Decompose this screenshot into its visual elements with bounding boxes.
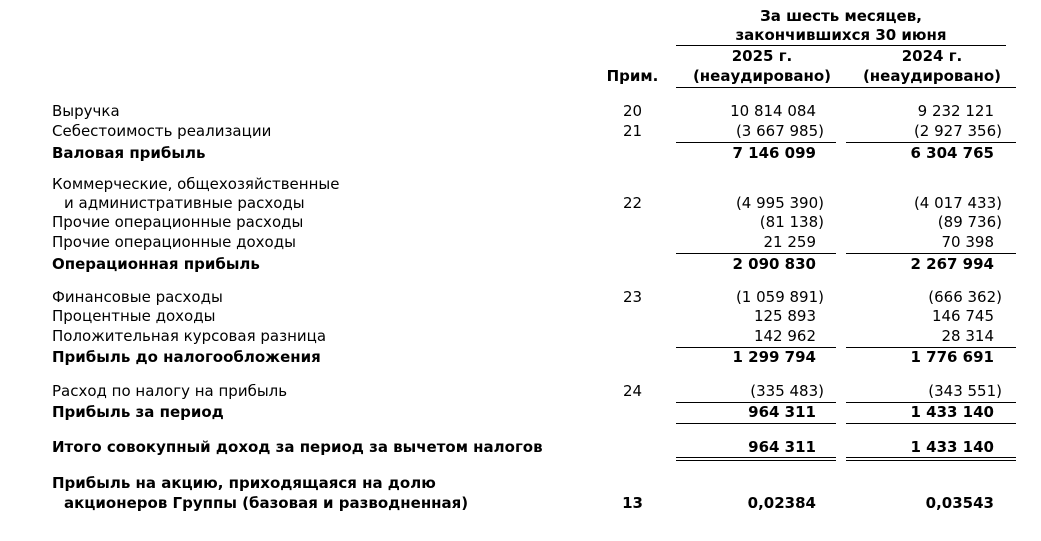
- row-label: Прочие операционные доходы: [52, 233, 296, 251]
- value-2025: 964 311: [748, 403, 816, 421]
- value-2024: 70 398: [941, 233, 994, 251]
- value-2025: 0,02384: [747, 494, 816, 512]
- total-double-rule-2025: [676, 457, 836, 461]
- subtotal-rule-2025: [676, 423, 836, 424]
- row-note: 20: [622, 102, 643, 120]
- row-label: Прибыль за период: [52, 403, 224, 421]
- row-label: Положительная курсовая разница: [52, 327, 327, 345]
- subtotal-rule-2024: [846, 423, 1016, 424]
- value-2025: 1 299 794: [732, 348, 816, 366]
- row-label: Прибыль до налогообложения: [52, 348, 321, 366]
- header-bottom-rule: [676, 87, 1016, 88]
- table-row-income-tax: [0, 382, 1041, 401]
- value-2025: 964 311: [748, 438, 816, 456]
- row-label: Выручка: [52, 102, 120, 120]
- table-row-sga: [0, 194, 1041, 213]
- unaudited-2025-header: (неаудировано): [692, 67, 832, 85]
- table-row-gross-profit: [0, 144, 1041, 163]
- period-header-line1: За шесть месяцев,: [760, 7, 922, 25]
- value-2024: (89 736): [937, 213, 1002, 231]
- row-label: Себестоимость реализации: [52, 122, 272, 140]
- row-note: 22: [622, 194, 643, 212]
- table-row-eps: [0, 494, 1041, 513]
- table-row-total-comprehensive-income: [0, 438, 1041, 457]
- subtotal-rule-2024: [846, 253, 1016, 254]
- value-2024: 1 433 140: [910, 438, 994, 456]
- row-label: Финансовые расходы: [52, 288, 223, 306]
- value-2024: 146 745: [931, 307, 994, 325]
- table-row-profit-for-period: [0, 403, 1041, 422]
- value-2024: 1 433 140: [910, 403, 994, 421]
- table-row-profit-before-tax: [0, 348, 1041, 367]
- unaudited-2024-header: (неаудировано): [862, 67, 1002, 85]
- value-2025: 10 814 084: [730, 102, 816, 120]
- value-2025: (4 995 390): [735, 194, 824, 212]
- row-label: акционеров Группы (базовая и разводненная): [64, 494, 469, 512]
- subtotal-rule-2024: [846, 142, 1016, 143]
- value-2024: (666 362): [928, 288, 1002, 306]
- value-2025: 21 259: [763, 233, 816, 251]
- table-row-cost-of-sales: [0, 122, 1041, 141]
- table-row-sga-line1: [0, 175, 1041, 194]
- value-2024: 2 267 994: [910, 255, 994, 273]
- year-2024-header: 2024 г.: [901, 47, 963, 65]
- row-label: Прибыль на акцию, приходящаяся на долю: [52, 474, 436, 492]
- value-2024: 9 232 121: [917, 102, 994, 120]
- table-row-revenue: [0, 102, 1041, 121]
- value-2024: (343 551): [928, 382, 1002, 400]
- row-note: 24: [622, 382, 643, 400]
- table-row-eps-line1: [0, 474, 1041, 493]
- subtotal-rule-2025: [676, 142, 836, 143]
- value-2024: 6 304 765: [910, 144, 994, 162]
- row-label: Операционная прибыль: [52, 255, 260, 273]
- row-label: и административные расходы: [64, 194, 305, 212]
- row-label: Расход по налогу на прибыль: [52, 382, 288, 400]
- table-row-other-op-expense: [0, 213, 1041, 232]
- value-2024: (4 017 433): [913, 194, 1002, 212]
- table-row-interest-income: [0, 307, 1041, 326]
- row-note: 21: [622, 122, 643, 140]
- value-2025: (3 667 985): [735, 122, 824, 140]
- value-2025: 2 090 830: [732, 255, 816, 273]
- row-label: Коммерческие, общехозяйственные: [52, 175, 340, 193]
- value-2025: 142 962: [753, 327, 816, 345]
- row-note: 13: [622, 494, 643, 512]
- row-label: Валовая прибыль: [52, 144, 206, 162]
- table-row-finance-costs: [0, 288, 1041, 307]
- period-header-rule: [676, 45, 1006, 46]
- table-row-other-op-income: [0, 233, 1041, 252]
- value-2025: (1 059 891): [735, 288, 824, 306]
- row-note: 23: [622, 288, 643, 306]
- total-double-rule-2024: [846, 457, 1016, 461]
- value-2025: (335 483): [750, 382, 824, 400]
- note-column-header: Прим.: [606, 67, 659, 85]
- year-2025-header: 2025 г.: [731, 47, 793, 65]
- subtotal-rule-2025: [676, 253, 836, 254]
- value-2024: 28 314: [941, 327, 994, 345]
- row-label: Процентные доходы: [52, 307, 216, 325]
- value-2025: (81 138): [759, 213, 824, 231]
- value-2024: 0,03543: [925, 494, 994, 512]
- table-row-operating-profit: [0, 255, 1041, 274]
- row-label: Итого совокупный доход за период за вычетом налогов: [52, 438, 543, 456]
- value-2025: 125 893: [753, 307, 816, 325]
- value-2025: 7 146 099: [732, 144, 816, 162]
- value-2024: (2 927 356): [913, 122, 1002, 140]
- period-header-line2: закончившихся 30 июня: [735, 26, 947, 44]
- table-row-fx-gain: [0, 327, 1041, 346]
- value-2024: 1 776 691: [910, 348, 994, 366]
- row-label: Прочие операционные расходы: [52, 213, 304, 231]
